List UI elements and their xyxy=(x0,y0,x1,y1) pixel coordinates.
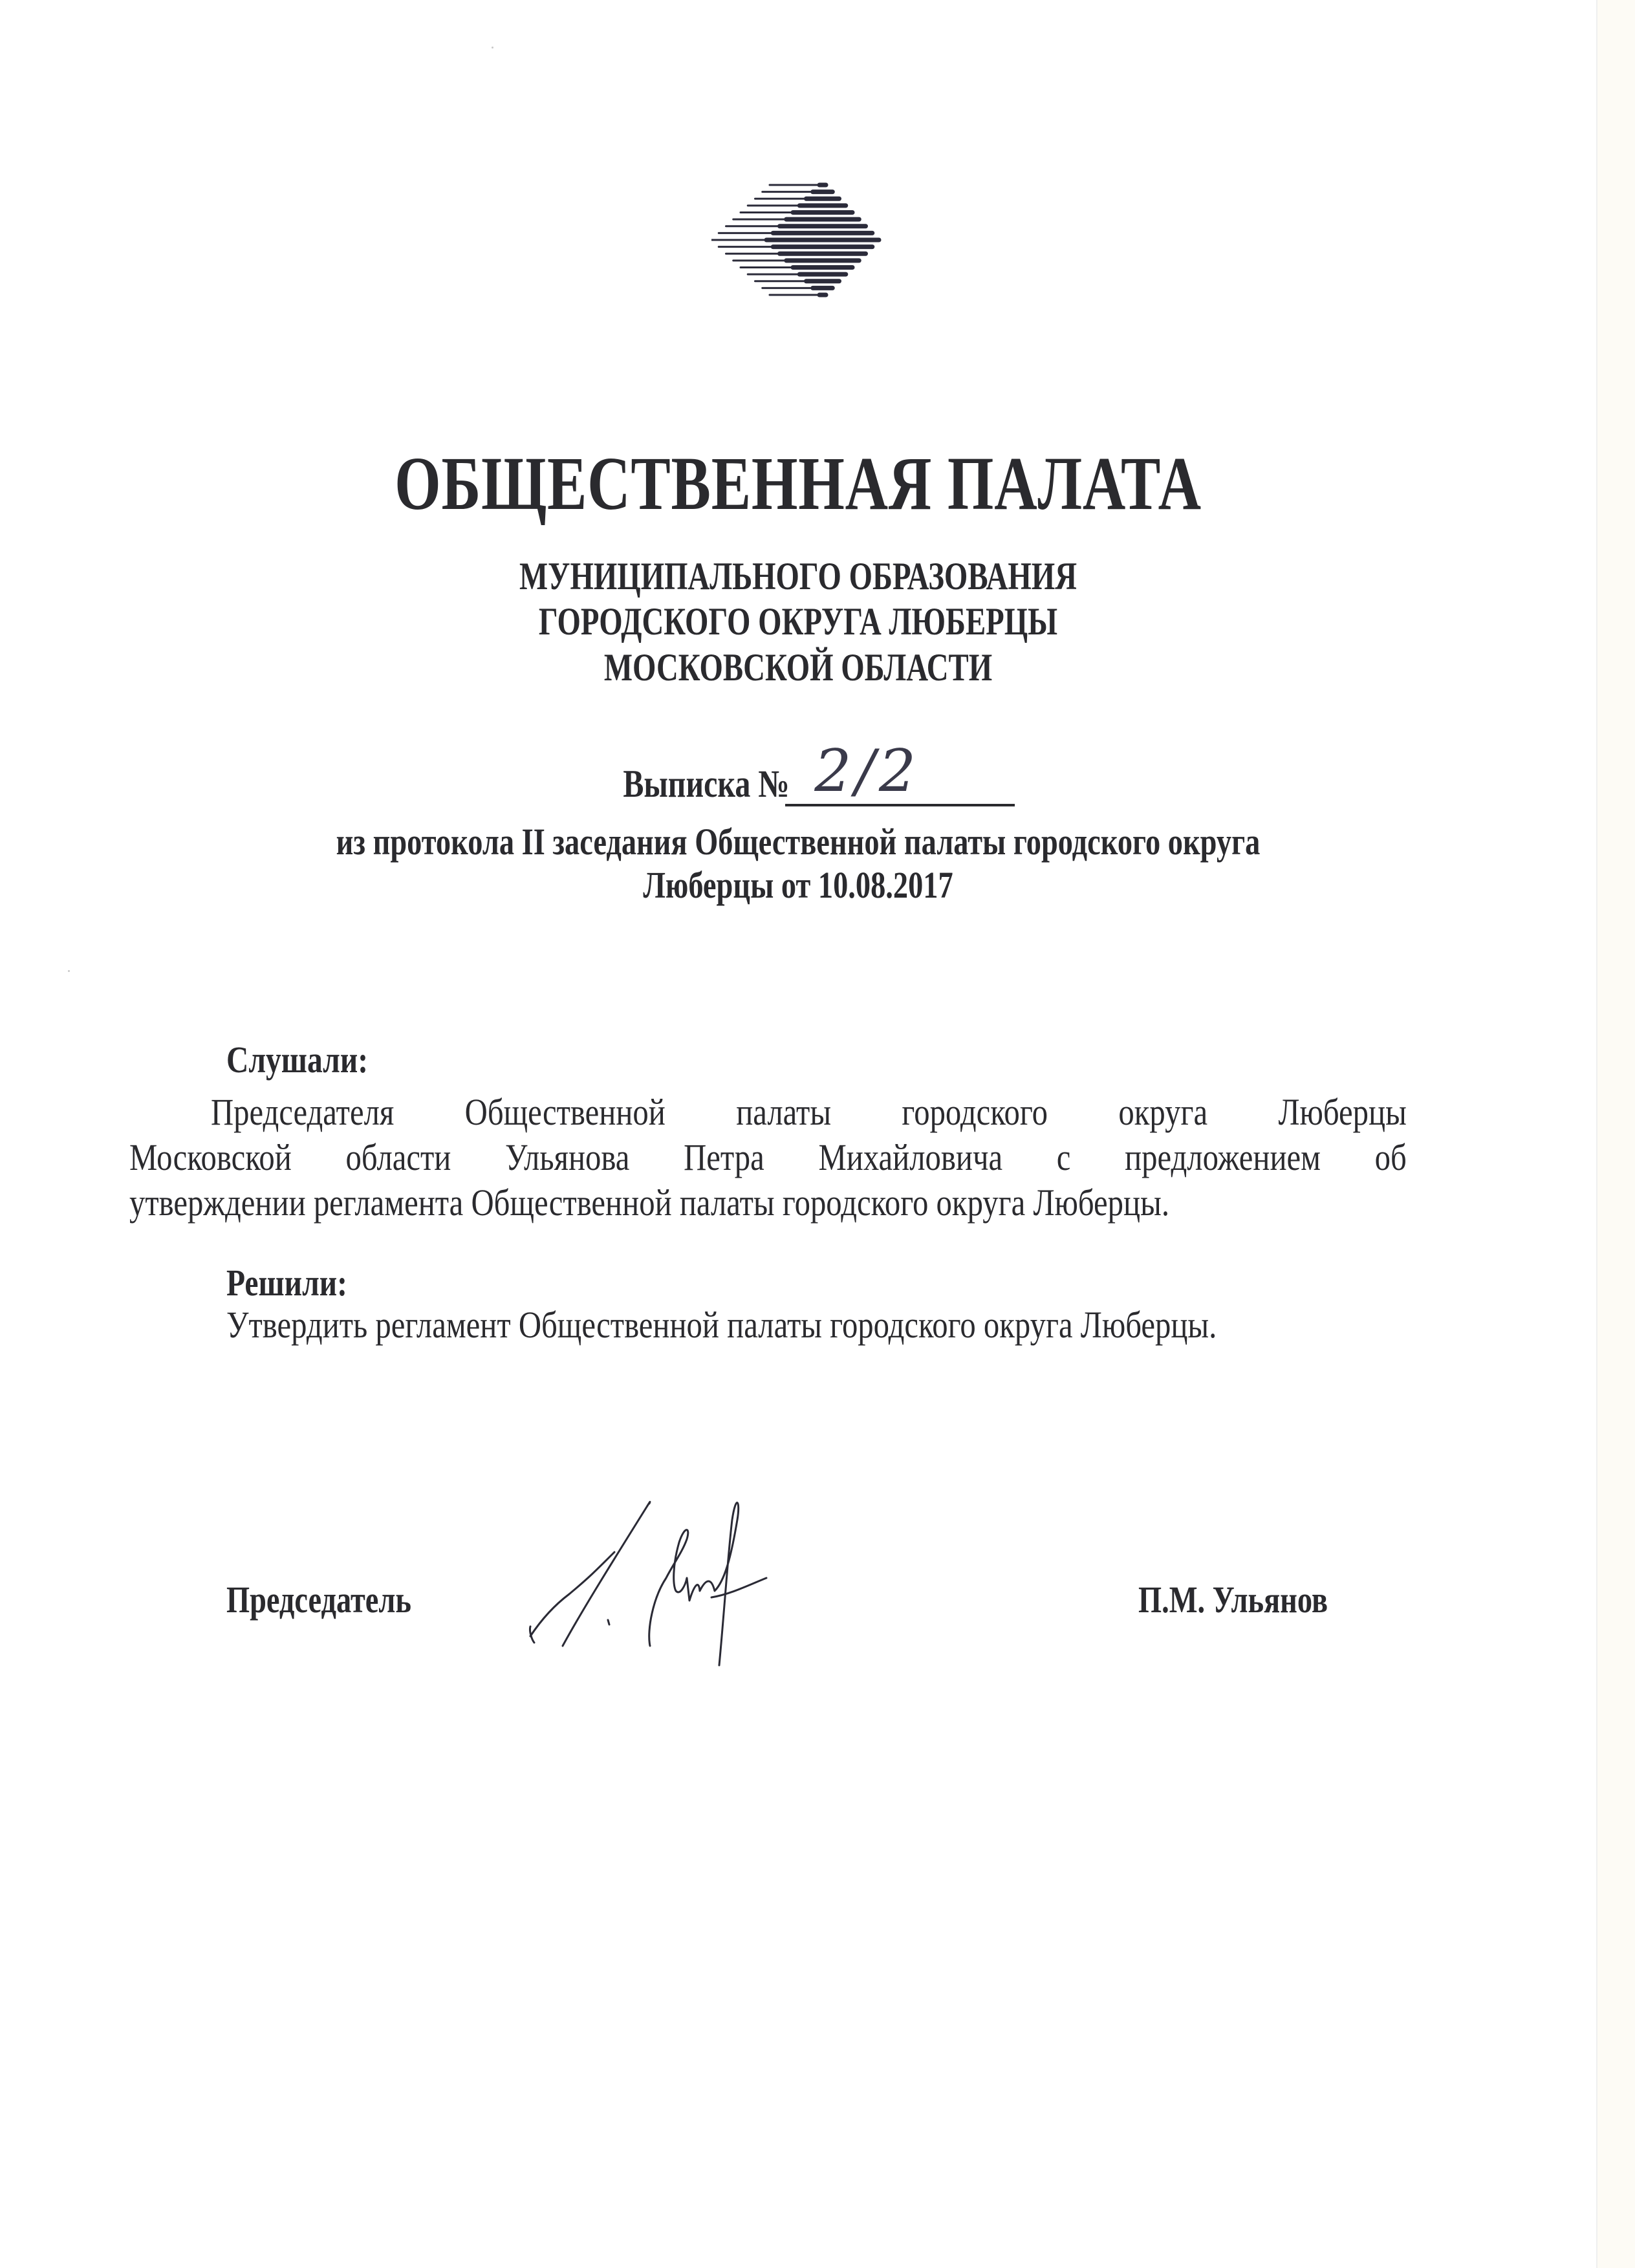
handwritten-signature-icon xyxy=(517,1481,944,1675)
extract-number-row xyxy=(0,737,1596,806)
heard-heading: Слушали: xyxy=(226,1039,369,1081)
decided-text: Утвердить регламент Общественной палаты городского округа Люберцы. xyxy=(226,1304,1217,1346)
organization-subtitle-line-1: МУНИЦИПАЛЬНОГО ОБРАЗОВАНИЯ xyxy=(519,555,1077,598)
striped-diamond-emblem-icon xyxy=(711,178,883,301)
organization-title: ОБЩЕСТВЕННАЯ ПАЛАТА xyxy=(395,441,1202,526)
protocol-reference-line-2: Люберцы от 10.08.2017 xyxy=(643,864,953,906)
protocol-reference-line-1: из протокола II заседания Общественной палаты городского округа xyxy=(336,821,1261,863)
extract-number-handwritten: 2/2 xyxy=(814,737,920,805)
signatory-name: П.М. Ульянов xyxy=(1138,1579,1328,1621)
organization-subtitle-line-2: ГОРОДСКОГО ОКРУГА ЛЮБЕРЦЫ xyxy=(538,600,1058,643)
heard-line-1: Председателя Общественной палаты городского округа Люберцы xyxy=(211,1091,1407,1133)
signatory-role: Председатель xyxy=(226,1579,411,1621)
heard-line-3: утверждении регламента Общественной палаты городского округа Люберцы. xyxy=(129,1182,1170,1224)
extract-label: Выписка № xyxy=(623,762,790,805)
scan-paper-edge xyxy=(1596,0,1635,2268)
decided-heading: Решили: xyxy=(226,1262,348,1304)
scan-speck xyxy=(492,47,493,49)
scan-speck xyxy=(68,970,70,972)
heard-line-2: Московской области Ульянова Петра Михайловича с предложением об xyxy=(129,1136,1407,1178)
heard-paragraph xyxy=(129,1090,1407,1226)
organization-subtitle-line-3: МОСКОВСКОЙ ОБЛАСТИ xyxy=(603,646,993,689)
extract-number-field xyxy=(785,737,1015,806)
